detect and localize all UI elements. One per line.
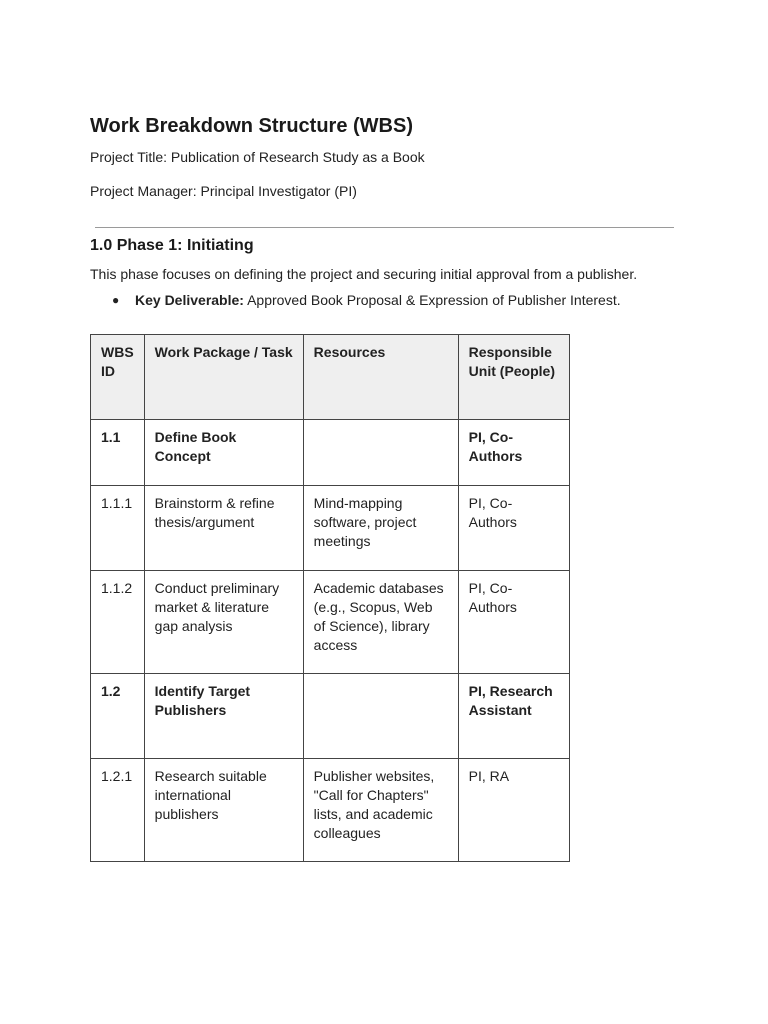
cell-resources [303,674,458,759]
header-work-package: Work Package / Task [144,335,303,420]
phase-description: This phase focuses on defining the project and securing initial approval from a publisher. [90,266,638,282]
cell-responsible: PI, Co-Authors [458,571,569,674]
cell-task: Identify Target Publishers [144,674,303,759]
header-responsible-unit: Responsible Unit (People) [458,335,569,420]
header-wbs-id: WBS ID [91,335,145,420]
table-row [91,420,570,486]
cell-responsible: PI, Co-Authors [458,420,569,486]
cell-task: Define Book Concept [144,420,303,486]
cell-resources: Publisher websites, "Call for Chapters" lists, and academic colleagues [303,759,458,862]
cell-responsible: PI, Co-Authors [458,486,569,571]
table-row [91,674,570,759]
deliverable-text: Approved Book Proposal & Expression of Publisher Interest. [243,292,621,308]
project-manager: Project Manager: Principal Investigator (PI) [90,183,357,199]
cell-wbs-id: 1.1.2 [91,571,145,674]
cell-wbs-id: 1.2.1 [91,759,145,862]
bullet-icon: ● [112,293,120,307]
cell-task: Brainstorm & refine thesis/argument [144,486,303,571]
table-row [91,571,570,674]
cell-wbs-id: 1.2 [91,674,145,759]
cell-resources: Mind-mapping software, project meetings [303,486,458,571]
table-header-row [91,335,570,420]
cell-wbs-id: 1.1 [91,420,145,486]
document-title: Work Breakdown Structure (WBS) [90,115,413,137]
cell-task: Conduct preliminary market & literature gap analysis [144,571,303,674]
cell-resources [303,420,458,486]
cell-wbs-id: 1.1.1 [91,486,145,571]
cell-responsible: PI, RA [458,759,569,862]
wbs-table [90,334,570,862]
phase-heading: 1.0 Phase 1: Initiating [90,237,254,254]
table-row [91,486,570,571]
table-row [91,759,570,862]
deliverable-list [112,290,621,310]
header-resources: Resources [303,335,458,420]
cell-responsible: PI, Research Assistant [458,674,569,759]
horizontal-divider [95,227,674,228]
cell-task: Research suitable international publishers [144,759,303,862]
project-title: Project Title: Publication of Research Study as a Book [90,149,425,165]
deliverable-label: Key Deliverable: [135,292,244,308]
deliverable-item [112,290,621,310]
cell-resources: Academic databases (e.g., Scopus, Web of Science), library access [303,571,458,674]
